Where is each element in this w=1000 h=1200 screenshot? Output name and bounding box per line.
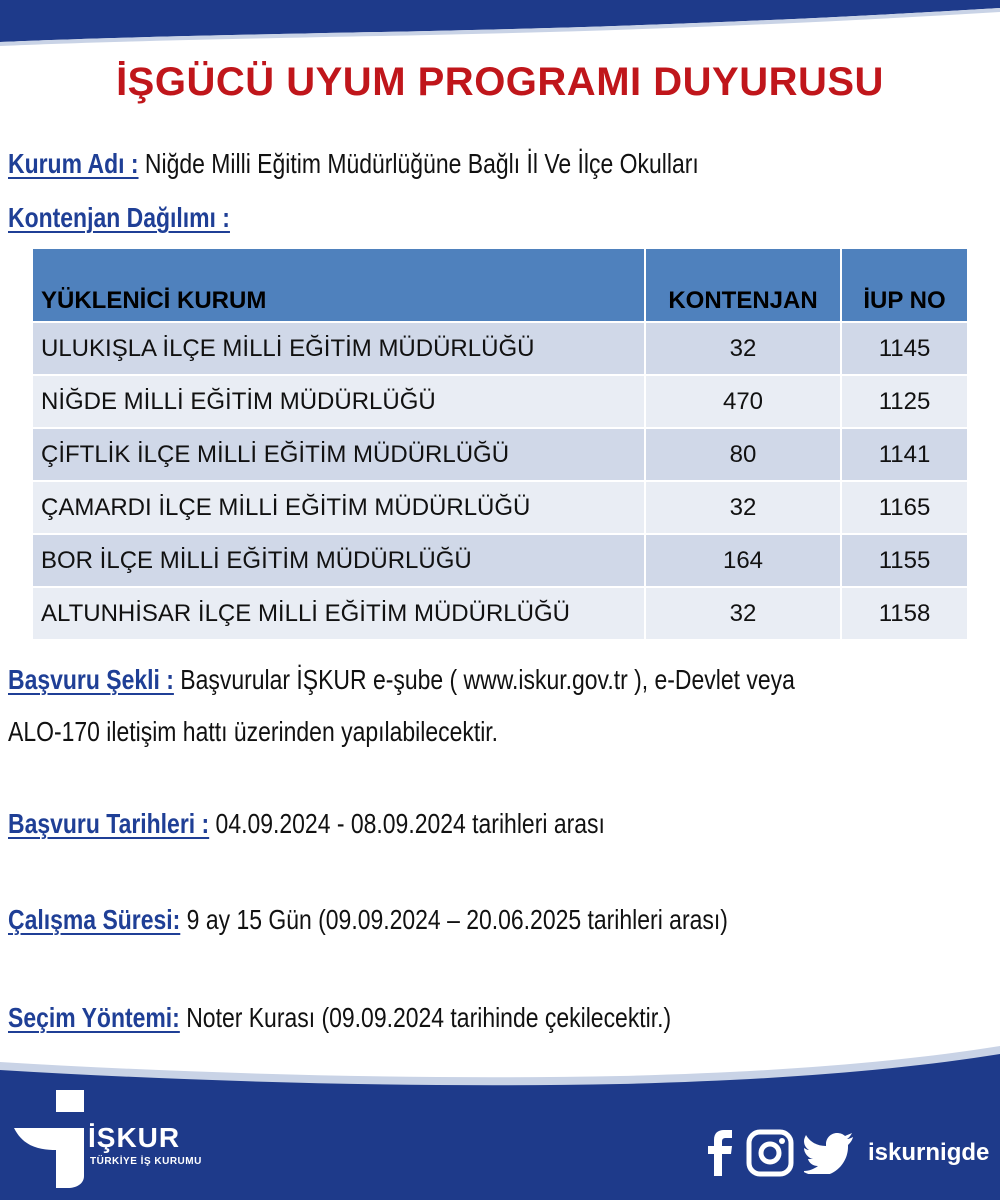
table-row <box>33 587 968 639</box>
duration-label: Çalışma Süresi: <box>8 904 181 935</box>
application-line-1 <box>8 664 795 696</box>
iup-no-cell: 1155 <box>841 534 968 587</box>
dates-label: Başvuru Tarihleri : <box>8 808 210 839</box>
iup-no-cell: 1145 <box>841 322 968 375</box>
iup-no-cell: 1158 <box>841 587 968 639</box>
iup-no-cell: 1141 <box>841 428 968 481</box>
quota-label: Kontenjan Dağılımı : <box>8 202 230 233</box>
application-text-2: ALO-170 iletişim hattı üzerinden yapılabilecektir. <box>8 716 499 747</box>
quota-line <box>8 202 230 234</box>
table-header-row <box>33 249 968 322</box>
quota-table <box>33 249 969 639</box>
application-label: Başvuru Şekli : <box>8 664 174 695</box>
instagram-icon[interactable] <box>746 1129 794 1177</box>
header-quota: KONTENJAN <box>645 249 841 322</box>
quota-cell: 80 <box>645 428 841 481</box>
institution-line <box>8 148 699 180</box>
duration-value: 9 ay 15 Gün (09.09.2024 – 20.06.2025 tarihleri arası) <box>186 904 728 935</box>
top-wave-banner <box>0 0 1000 50</box>
dates-line <box>8 808 605 840</box>
social-handle[interactable]: iskurnigde <box>868 1139 990 1166</box>
social-links <box>706 1128 989 1178</box>
contractor-cell: NİĞDE MİLLİ EĞİTİM MÜDÜRLÜĞÜ <box>33 375 645 428</box>
iskur-logo-subtext: TÜRKİYE İŞ KURUMU <box>90 1156 202 1167</box>
iup-no-cell: 1125 <box>841 375 968 428</box>
header-iup-no: İUP NO <box>841 249 968 322</box>
page-title: İŞGÜCÜ UYUM PROGRAMI DUYURUSU <box>116 60 884 104</box>
quota-cell: 32 <box>645 587 841 639</box>
table-row <box>33 428 968 481</box>
iup-no-cell: 1165 <box>841 481 968 534</box>
header-contractor: YÜKLENİCİ KURUM <box>33 249 645 322</box>
table-row <box>33 375 968 428</box>
selection-line <box>8 1002 671 1034</box>
dates-value: 04.09.2024 - 08.09.2024 tarihleri arası <box>215 808 605 839</box>
contractor-cell: ALTUNHİSAR İLÇE MİLLİ EĞİTİM MÜDÜRLÜĞÜ <box>33 587 645 639</box>
institution-label: Kurum Adı : <box>8 148 139 179</box>
iskur-logo-text: İŞKUR <box>88 1122 181 1153</box>
quota-cell: 32 <box>645 481 841 534</box>
contractor-cell: ÇİFTLİK İLÇE MİLLİ EĞİTİM MÜDÜRLÜĞÜ <box>33 428 645 481</box>
quota-cell: 32 <box>645 322 841 375</box>
selection-value: Noter Kurası (09.09.2024 tarihinde çekilecektir.) <box>186 1002 672 1033</box>
table-row <box>33 481 968 534</box>
selection-label: Seçim Yöntemi: <box>8 1002 180 1033</box>
institution-value: Niğde Milli Eğitim Müdürlüğüne Bağlı İl Ve İlçe Okulları <box>144 148 699 179</box>
table-row <box>33 322 968 375</box>
twitter-icon[interactable] <box>804 1132 854 1174</box>
quota-cell: 470 <box>645 375 841 428</box>
application-text-1: Başvurular İŞKUR e-şube ( www.iskur.gov.tr ), e-Devlet veya <box>180 664 795 695</box>
table-row <box>33 534 968 587</box>
contractor-cell: ÇAMARDI İLÇE MİLLİ EĞİTİM MÜDÜRLÜĞÜ <box>33 481 645 534</box>
quota-cell: 164 <box>645 534 841 587</box>
contractor-cell: BOR İLÇE MİLLİ EĞİTİM MÜDÜRLÜĞÜ <box>33 534 645 587</box>
duration-line <box>8 904 728 936</box>
facebook-icon[interactable] <box>706 1130 736 1176</box>
application-line-2 <box>8 716 498 748</box>
contractor-cell: ULUKIŞLA İLÇE MİLLİ EĞİTİM MÜDÜRLÜĞÜ <box>33 322 645 375</box>
